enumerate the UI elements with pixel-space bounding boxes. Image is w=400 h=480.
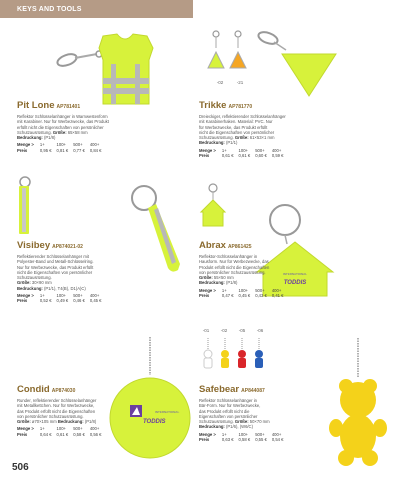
cell: 500+ bbox=[73, 142, 83, 148]
size-prefix: Schutzausrüstung. bbox=[17, 129, 53, 135]
product-name: Pit Lone bbox=[17, 100, 55, 111]
product-visibey bbox=[17, 240, 197, 304]
size-value: 65×58 mm bbox=[66, 129, 88, 135]
cell: 1+ bbox=[39, 426, 45, 432]
swatch-label: -01 bbox=[202, 328, 210, 333]
desc-line: Produkt erfüllt nicht die Eigenschaften bbox=[199, 264, 270, 270]
cell: 0,59 € bbox=[271, 153, 284, 159]
desc-line: nicht die Eigenschaften von persönlicher bbox=[17, 269, 93, 275]
desc-line: von persönlicher Schutzausrüstung. bbox=[17, 413, 84, 419]
cell: Menge > bbox=[199, 287, 216, 293]
cell: Preis bbox=[199, 153, 210, 159]
desc-line: Reflektierender Schlüsselanhänger mit bbox=[17, 254, 89, 259]
price-table bbox=[17, 293, 107, 304]
print-label: Bedruckung: bbox=[57, 419, 84, 425]
section-header: KEYS AND TOOLS bbox=[0, 0, 193, 18]
desc-line: das Produkt erfüllt nicht die bbox=[199, 408, 250, 414]
cell: Menge > bbox=[17, 426, 34, 432]
desc-line: Eigenschaften von persönlicher bbox=[199, 413, 258, 419]
product-description bbox=[17, 114, 113, 140]
cell: 0,95 € bbox=[39, 147, 52, 153]
desc-line: mit Karabinerhaken. Material: PVC. Nur bbox=[199, 119, 273, 125]
print-label: Bedruckung: bbox=[199, 280, 225, 286]
triangle-keyring-image bbox=[200, 28, 320, 98]
preis-row bbox=[17, 298, 107, 303]
cell: 0,77 € bbox=[73, 147, 85, 153]
product-name: Abrax bbox=[199, 240, 226, 251]
desc-line: Hausform. Nur für Werbezwecke, das bbox=[199, 259, 269, 265]
desc-line: erfüllt nicht die Eigenschaften von persönlicher bbox=[17, 124, 104, 130]
product-description bbox=[199, 114, 295, 146]
print-line bbox=[17, 135, 113, 140]
print-line bbox=[199, 424, 279, 429]
cell: 400+ bbox=[89, 293, 100, 299]
cell: Preis bbox=[17, 147, 28, 153]
swatch-label: -02 bbox=[220, 328, 228, 333]
cell: Preis bbox=[199, 293, 210, 299]
carabiner-icon bbox=[257, 30, 286, 50]
cell: 400+ bbox=[271, 147, 282, 153]
preis-row bbox=[199, 293, 289, 298]
cell: 500+ bbox=[73, 293, 83, 299]
product-description bbox=[17, 254, 113, 291]
swatch-label: -05 bbox=[238, 328, 246, 333]
preis-row bbox=[199, 153, 289, 158]
preis-row bbox=[17, 148, 107, 153]
product-title bbox=[17, 240, 197, 253]
product-description bbox=[199, 254, 295, 286]
cell: Menge > bbox=[17, 142, 34, 148]
size-label: Größe: bbox=[17, 280, 31, 286]
cell: Menge > bbox=[17, 293, 34, 299]
small-bears bbox=[204, 338, 263, 368]
product-title bbox=[199, 240, 379, 253]
size-print-line bbox=[17, 419, 113, 424]
size-value: 55×50 mm bbox=[212, 275, 234, 281]
product-name: Visibey bbox=[17, 240, 51, 251]
desc-line: für Werbezwecke, das Produkt erfüllt bbox=[199, 124, 268, 130]
cell: 0,61 € bbox=[56, 431, 69, 437]
cell: 100+ bbox=[238, 431, 248, 437]
cell: 1+ bbox=[39, 142, 45, 148]
print-value: (P1/1) bbox=[224, 140, 238, 146]
cell: 500+ bbox=[255, 431, 265, 437]
brand-line1: INTERNATIONAL bbox=[282, 272, 308, 276]
cell: 0,61 € bbox=[238, 153, 251, 159]
size-label: Größe: bbox=[199, 275, 213, 281]
cell: 1+ bbox=[39, 293, 45, 299]
price-table bbox=[199, 432, 289, 443]
cell: 0,58 € bbox=[238, 437, 251, 443]
trikke-swatches bbox=[210, 80, 250, 85]
product-code: AP781401 bbox=[56, 104, 81, 110]
product-name: Trikke bbox=[199, 100, 227, 111]
size-value: 50×70 mm bbox=[248, 419, 270, 425]
cell: 0,58 € bbox=[73, 431, 85, 437]
price-table bbox=[17, 142, 107, 153]
cell: 0,64 € bbox=[39, 431, 52, 437]
keyring-icon bbox=[270, 205, 300, 244]
print-line bbox=[199, 280, 295, 285]
small-house bbox=[201, 184, 225, 226]
product-code: AP781770 bbox=[228, 104, 253, 110]
size-prefix: Schutzausrüstung. bbox=[199, 135, 235, 141]
cell: 500+ bbox=[255, 287, 265, 293]
cell: Preis bbox=[199, 437, 210, 443]
product-title bbox=[199, 384, 379, 397]
cell: 500+ bbox=[73, 426, 83, 432]
print-label: Bedruckung: bbox=[199, 140, 225, 146]
cell: 0,54 € bbox=[271, 437, 284, 443]
cell: 100+ bbox=[238, 287, 248, 293]
product-name: Condid bbox=[17, 384, 50, 395]
price-table bbox=[199, 148, 289, 159]
safebear-swatches bbox=[197, 328, 269, 333]
swatch-label: -06 bbox=[256, 328, 264, 333]
price-table bbox=[17, 426, 107, 437]
carabiner-icon bbox=[56, 51, 102, 68]
print-line bbox=[17, 286, 113, 291]
cell: 1+ bbox=[221, 287, 227, 293]
cell: 0,46 € bbox=[73, 298, 85, 304]
cell: 0,49 € bbox=[56, 298, 69, 304]
desc-line: Dreieckiger, reflektierender Schlüsselanhänger bbox=[199, 114, 286, 119]
brand-line2: TODDIS bbox=[283, 280, 307, 286]
small-triangles bbox=[208, 31, 246, 68]
cell: 0,52 € bbox=[39, 298, 52, 304]
desc-line: mit Metallkettchen. Nur für Werbezwecke, bbox=[17, 403, 95, 409]
cell: 0,45 € bbox=[238, 293, 251, 299]
product-description bbox=[199, 398, 279, 430]
cell: 400+ bbox=[271, 287, 282, 293]
size-label: Größe: bbox=[52, 129, 67, 135]
cell: 400+ bbox=[89, 426, 100, 432]
product-trikke bbox=[199, 100, 379, 158]
cell: 0,45 € bbox=[89, 298, 102, 304]
brand-line1: INTERNATIONAL bbox=[155, 410, 180, 414]
cell: 500+ bbox=[255, 147, 265, 153]
cell: 100+ bbox=[56, 426, 66, 432]
product-title bbox=[17, 384, 197, 397]
cell: Menge > bbox=[199, 431, 216, 437]
desc-line: Nur für Werbezwecke, das Produkt erfüllt bbox=[17, 264, 94, 270]
cell: 1+ bbox=[221, 431, 227, 437]
cell: 100+ bbox=[56, 142, 66, 148]
product-pit-lone bbox=[17, 100, 197, 153]
product-code: AP874030 bbox=[51, 388, 76, 394]
cell: 0,61 € bbox=[221, 153, 234, 159]
desc-line: das Produkt erfüllt nicht die Eigenschaften bbox=[17, 408, 96, 414]
print-line bbox=[199, 140, 295, 145]
cell: 100+ bbox=[238, 147, 248, 153]
product-code: AP861425 bbox=[227, 244, 252, 250]
cell: 0,60 € bbox=[255, 153, 267, 159]
cell: 0,81 € bbox=[56, 147, 69, 153]
print-value: (P1/6), (W6/C) bbox=[224, 424, 253, 430]
print-label: Bedruckung: bbox=[199, 424, 225, 430]
cell: Preis bbox=[17, 298, 28, 304]
product-title bbox=[17, 100, 197, 113]
print-label: Bedruckung: bbox=[17, 285, 43, 291]
print-value: (P1/8) bbox=[224, 280, 238, 286]
cell: 0,43 € bbox=[255, 293, 267, 299]
product-condid bbox=[17, 384, 197, 437]
strap-keyring-image bbox=[15, 176, 45, 236]
size-value: ø70×105 mm bbox=[30, 419, 57, 425]
print-value: (P1/1), T4(B), D1(A)C) bbox=[42, 285, 86, 291]
cell: 400+ bbox=[89, 142, 100, 148]
desc-line: Polyester-Band und Metall-Schlüsselring. bbox=[17, 259, 94, 265]
cell: 100+ bbox=[56, 293, 66, 299]
menge-row bbox=[17, 142, 107, 147]
cell: Preis bbox=[17, 431, 28, 437]
swatch-label: -21 bbox=[236, 80, 244, 85]
cell: 0,63 € bbox=[221, 437, 234, 443]
brand-line2: TODDIS bbox=[143, 419, 166, 425]
size-value: 30×90 mm bbox=[30, 280, 52, 286]
product-abrax bbox=[199, 240, 379, 298]
cell: 400+ bbox=[271, 431, 282, 437]
vest-keyring-image bbox=[45, 30, 195, 110]
size-label: Größe: bbox=[234, 419, 249, 425]
cell: 0,47 € bbox=[221, 293, 234, 299]
cell: 1+ bbox=[221, 147, 227, 153]
product-name: Safebear bbox=[199, 384, 240, 395]
swatch-label: -02 bbox=[216, 80, 224, 85]
print-value: (P1/8) bbox=[42, 135, 56, 141]
page-number: 506 bbox=[12, 462, 29, 473]
menge-row bbox=[17, 426, 107, 431]
desc-line: Schutzausrüstung. bbox=[199, 419, 234, 425]
desc-line: nicht die Eigenschaften von persönlicher bbox=[199, 129, 275, 135]
size-label: Größe: bbox=[17, 419, 31, 425]
desc-line: von persönlicher Schutzausrüstung. bbox=[199, 269, 266, 275]
print-label: Bedruckung: bbox=[17, 135, 43, 141]
desc-line: Reflektor Schlüsselanhänger in Warnwestenform bbox=[17, 114, 108, 119]
desc-line: Bär-Form. Nur für Werbezwecke, bbox=[199, 403, 261, 409]
desc-line: Reflektor Schlüsselanhänger in bbox=[199, 398, 257, 403]
cell: 0,56 € bbox=[89, 431, 102, 437]
product-safebear bbox=[199, 384, 379, 442]
cell: 0,55 € bbox=[255, 437, 267, 443]
print-value: (P1/8) bbox=[83, 419, 97, 425]
size-value: 61×53×1 mm bbox=[248, 135, 275, 141]
desc-line: Reflektor-Schlüsselanhänger in bbox=[199, 254, 258, 259]
cell: 0,41 € bbox=[271, 293, 284, 299]
product-title bbox=[199, 100, 379, 113]
desc-line: Runder, reflektierender Schlüsselanhänger bbox=[17, 398, 97, 403]
product-description bbox=[17, 398, 113, 424]
desc-line: mit Karabiner. Nur für Werbezwecke, das Produkt bbox=[17, 119, 109, 125]
desc-line: Schutzausrüstung. bbox=[17, 275, 52, 281]
product-code: AP844087 bbox=[241, 388, 265, 394]
preis-row bbox=[199, 437, 289, 442]
cell: Menge > bbox=[199, 147, 216, 153]
preis-row bbox=[17, 432, 107, 437]
cell: 0,84 € bbox=[89, 147, 102, 153]
product-code: AP874021-02 bbox=[52, 244, 83, 250]
size-label: Größe: bbox=[234, 135, 249, 141]
price-table bbox=[199, 288, 289, 299]
